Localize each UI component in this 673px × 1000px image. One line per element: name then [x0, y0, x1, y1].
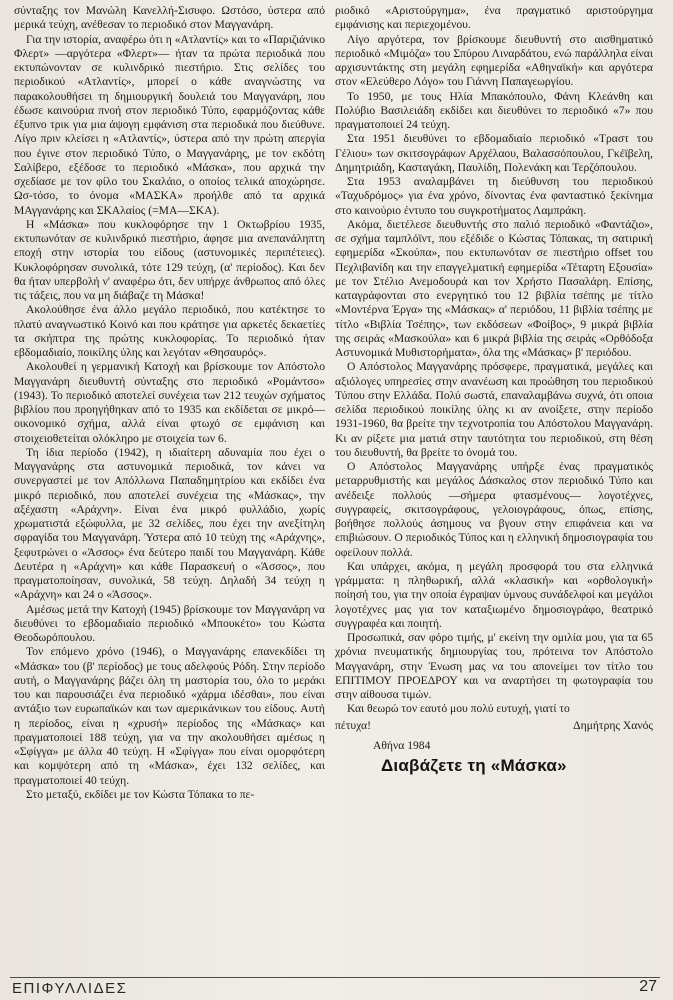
right-paragraph-7: Ο Απόστολος Μαγγανάρης πρόσφερε, πραγματικά, μεγάλες και αξιόλογες υπηρεσίες στην ανανέωση και προώθηση του περιοδικού Τύπου στην Ελλάδα. Πολύ σωστά, επαναλαμβάνω συχνά, ότι οποια σελίδα περιοδικού ποικίλης ύλης κι αν ανοίξετε, στην περίοδο 1931-1960, θα βρείτε την τεχνοτροπία του Απόστολου Μαγγανάρη. Κι αν ρίξετε μια ματιά στην ταυτότητα του περιοδικού, στη θέση του διευθυντή, θα βρείτε το όνομά του.	[335, 360, 653, 459]
right-paragraph-5: Στα 1953 αναλαμβάνει τη διεύθυνση του περιοδικού «Ταχυδρόμος» για ένα χρόνο, δίνοντας ένα φανταστικό ξεκίνημα στο καινούριο έντυπο του συγκροτήματος Λαμπράκη.	[335, 175, 653, 217]
closing-signature-row	[335, 719, 653, 733]
footer-divider	[10, 977, 660, 978]
left-paragraph-1: σύνταξης τον Μανώλη Κανελλή-Σισυφο. Ωστόσο, ύστερα από μερικά τεύχη, ανέθεσαν το περιοδικό στον Μαγγανάρη.	[14, 4, 325, 32]
author-signature: Δημήτρης Χανός	[573, 718, 653, 732]
left-paragraph-9: Στο μεταξύ, εκδίδει με τον Κώστα Τόπακα το πε-	[26, 787, 255, 801]
right-paragraph-4: Στα 1951 διευθύνει το εβδομαδιαίο περιοδικό «Τραστ του Γέλιου» των σκιτσογράφων Αρχέλαου, Βαλασσόπουλου, Γκέϊβελη, Δημητριάδη, Κασταγάκη, Παυλίδη, Πολενάκη και Τερζόπουλου.	[335, 132, 653, 174]
right-paragraph-6: Ακόμα, διετέλεσε διευθυντής στο παλιό περιοδικό «Φαντάζιο», σε σχήμα ταμπλόϊντ, που εξέδιδε ο Κώστας Τόπακας, τη σατιρική εφημερίδα «Σκούπα», που εκτυπωνόταν σε πιεστήριο offset του Πεχλιβανίδη και την επαγγελματική εφημερίδα «Τέταρτη Εξουσία» με τον Στέλιο Ανεμοδουρά και τον Χρήστο Πασαλάρη. Επίσης, καταγράφονται στο ενεργητικό του 12 βιβλία τσέπης με τίτλο «Μοντέρνα Έργα» της «Μάσκας» α' περιόδου, 11 βιβλία τσέπης με τίτλο «Βιβλία Τσέπης», των εκδόσεων «Φοίβος», 9 μικρά βιβλία της σειράς «Μασκούλα» και 6 μικρά βιβλία της σειράς «Ορθόδοξα Αστυνομικά Μυθιστορήματα», όλα της «Μάσκας» β' περιόδου.	[335, 217, 653, 359]
right-column	[335, 4, 653, 773]
left-paragraph-2: Για την ιστορία, αναφέρω ότι η «Ατλαντίς» και το «Παριζιάνικο Φλερτ» —αργότερα «Φλερτ»— ήταν τα πρώτα περιοδικά που εκτυπώνονταν σε κυλινδρικό πιεστήριο. Στις σελίδες του περιοδικού «Ατλαντίς», μπορεί ο κάθε αναγνώστης να παρακολουθήσει τη δημιουργική δουλειά του Μαγγανάρη, που έδωσε καινούρια πνοή στον περιοδικό Τύπο, εφαρμόζοντας κάθε έξυπνο τρικ για μια άψογη εμφάνιση στα περιοδικά που διεύθυνε. Λίγο πριν κλείσει η «Ατλαντίς», ύστερα από την πρώτη απεργία που έγινε στον περιοδικό Τύπο, ο Μαγγανάρης, με τον εκδότη Σαλίβερο, εξέδοσε το περιοδικό «Μάσκα», που αρχικά την σχεδίασε με τον φίλο του Σκαλάιο, ο οποίος τελικά αποχώρησε. Ωσ-τόσο, το όνομα «ΜΑΣΚΑ» προήλθε από τα αρχικά ΜΑγγανάρης και ΣΚΑλαίος (=ΜΑ—ΣΚΑ).	[14, 32, 325, 217]
right-paragraph-8: Ο Απόστολος Μαγγανάρης υπήρξε ένας πραγματικός μεταρρυθμιστής και μεγάλος Δάσκαλος στον περιοδικό Τύπο και ανέδειξε πολλούς —σήμερα φτασμένους— λογοτέχνες, συγγραφείς, σκιτσογράφους, γελοιογράφους, όπως, επίσης, βοήθησε πολλούς άσημους να βγουν στην επιφάνεια και να επιβιώσουν. Ο περιοδικός Τύπος και η ελληνική δημοσιογραφία του οφείλουν πολλά.	[335, 460, 653, 559]
page-number: 27	[639, 978, 657, 995]
closing-line: πέτυχα!	[335, 718, 371, 732]
date-line: Αθήνα 1984	[373, 738, 431, 752]
left-paragraph-3: Η «Μάσκα» που κυκλοφόρησε την 1 Οκτωβρίου 1935, εκτυπωνόταν σε κυλινδρικό πιεστήριο, άφησε μια ανεπανάληπτη εποχή στην ιστορία του είδους (αστυνομικές περιπέτειες). Κυκλοφόρησαν συνολικά, τότε 129 τεύχη, (α' περίοδος). Και δεν θα ήταν υπερβολή ν' αναφέρω ότι, δεν υπήρχε άνθρωπος από όλες τις τάξεις, που να μη διάβαζε τη Μάσκα!	[14, 217, 325, 302]
left-paragraph-4: Ακολούθησε ένα άλλο μεγάλο περιοδικό, που κατέκτησε το πλατύ αναγνωστικό Κοινό και που κράτησε για αρκετές δεκαετίες τα σκήπτρα της πρώτης κυκλοφορίας. Το περιοδικό ήταν εβδομαδιαίο, ποικίλης ύλης και λεγόταν «Θησαυρός».	[14, 303, 325, 359]
right-paragraph-2: Λίγο αργότερα, τον βρίσκουμε διευθυντή στο αισθηματικό περιοδικό «Μιμόζα» του Σπύρου Λιναρδάτου, ενώ παράλληλα είναι αρχισυντάκτης στη μεγάλη εφημερίδα «Αθηναϊκή» και αργότερα στον «Ελεύθερο Λόγο» του Γιάννη Παπαγεωργίου.	[335, 32, 653, 89]
left-column	[14, 4, 325, 802]
right-paragraph-10: Προσωπικά, σαν φόρο τιμής, μ' εκείνη την ομιλία μου, για τα 65 χρόνια πνευματικής δημιουργίας του, πρότεινα τον Απόστολο Μαγγανάρη, στην Ένωση μας να του απονείμει τον τίτλο του ΕΠΙΤΙΜΟΥ ΠΡΟΕΔΡΟΥ και να αναρτήσει τη φωτογραφία του στην αίθουσα τιμών.	[335, 631, 653, 701]
right-paragraph-3: Το 1950, με τους Ηλία Μπακόπουλο, Φάνη Κλεάνθη και Πολύβιο Βασιλειάδη εκδίδει και διευθύνει το περιοδικό «7» που πραγματοποιεί 24 τεύχη.	[335, 89, 653, 131]
left-paragraph-5: Ακολουθεί η γερμανική Κατοχή και βρίσκουμε τον Απόστολο Μαγγανάρη διευθυντή σύνταξης στο περιοδικό «Ρομάντσο» (1943). Το περιοδικό αποτελεί συνέχεια των 212 τευχών σχήματος βιβλίου που προηγήθηκαν από το 1935 και εκδίδεται σε μικρό—οικονομικό σχήμα, αλλά είναι φτωχό σε εμφάνιση και στοιχειοθετείται ολόκληρο με στοιχεία των 6.	[14, 360, 325, 445]
left-paragraph-7: Αμέσως μετά την Κατοχή (1945) βρίσκουμε τον Μαγγανάρη να διευθύνει το εβδομαδιαίο περιοδικό «Μπουκέτο» του Κώστα Θεοδωρόπουλου.	[14, 602, 325, 644]
right-paragraph-1: ριοδικό «Αριστούργημα», ένα πραγματικό αριστούργημα εμφάνισης και περιεχομένου.	[335, 4, 653, 32]
right-paragraph-11: Και θεωρώ τον εαυτό μου πολύ ευτυχή, γιατί το	[347, 702, 570, 716]
slogan-headline: Διαβάζετε τη «Μάσκα»	[381, 756, 567, 775]
left-paragraph-6: Τη ίδια περίοδο (1942), η ιδιαίτερη αδυναμία που έχει ο Μαγγανάρης στα αστυνομικά περιοδικά, τον κάνει να συνεργαστεί με τον Απόλλωνα Παπαδημητρίου και εκδίδει ένα μικρό περιοδικό, που αποτελεί συνέχεια της «Μάσκας», την αξέχαστη «Αράχνη». Είναι ένα μικρό φυλλάδιο, χωρίς χρωματιστά εξώφυλλα, με 32 σελίδες, που έχει την ανεξίτηλη σφραγίδα του Μαγγανάρη. Ύστερα από 10 τεύχη της «Αράχνης», ξεφυτρώνει ο «Άσσος» ένα δεύτερο παιδί του Μαγγανάρη. Κάθε Δευτέρα η «Αράχνη» και κάθε Παρασκευή ο «Άσσος», που πραγματοποίησαν, συνολικά, 58 τεύχη. Δηλαδή 34 τεύχη η «Αράχνη» και 24 ο «Άσσος».	[14, 445, 325, 602]
left-paragraph-8: Τον επόμενο χρόνο (1946), ο Μαγγανάρης επανεκδίδει τη «Μάσκα» του (β' περίοδος) με τους αδελφούς Ρόδη. Στην περίοδο αυτή, ο Μαγγανάρης βάζει όλη τη μαστορία του, όλο το μεράκι του και παρουσιάζει ένα περιοδικό «χάρμα ιδέσθαι», που είναι αντάξιο των ευρωπαϊκών και των αμερικάνικων του είδους. Αυτή η περίοδος, είναι η «χρυσή» περίοδος της «Μάσκας» και πραγματοποιεί 188 τεύχη, για να την ακολουθήσει αμέσως η «Σφίγγα» με άλλα 40 τεύχη. Η «Σφίγγα» που είναι ομορφότερη και κομψότερη από τη «Μάσκα», έχει 132 σελίδες, και πραγματοποιεί 40 τεύχη.	[14, 645, 325, 787]
right-paragraph-9: Και υπάρχει, ακόμα, η μεγάλη προσφορά του στα ελληνικά γράμματα: η πληθωρική, αλλά «κλασική» και «ορθολογική» ποίησή του, για την οποία έγραψαν ύμνους συνάδελφοί και μεγάλοι λογοτέχνες μας για τον καταξιωμένο δημοσιογράφο, θεατρικό συγγραφέα και ποιητή.	[335, 559, 653, 630]
footer-section-title: ΕΠΙΦΥΛΛΙΔΕΣ	[12, 980, 128, 997]
